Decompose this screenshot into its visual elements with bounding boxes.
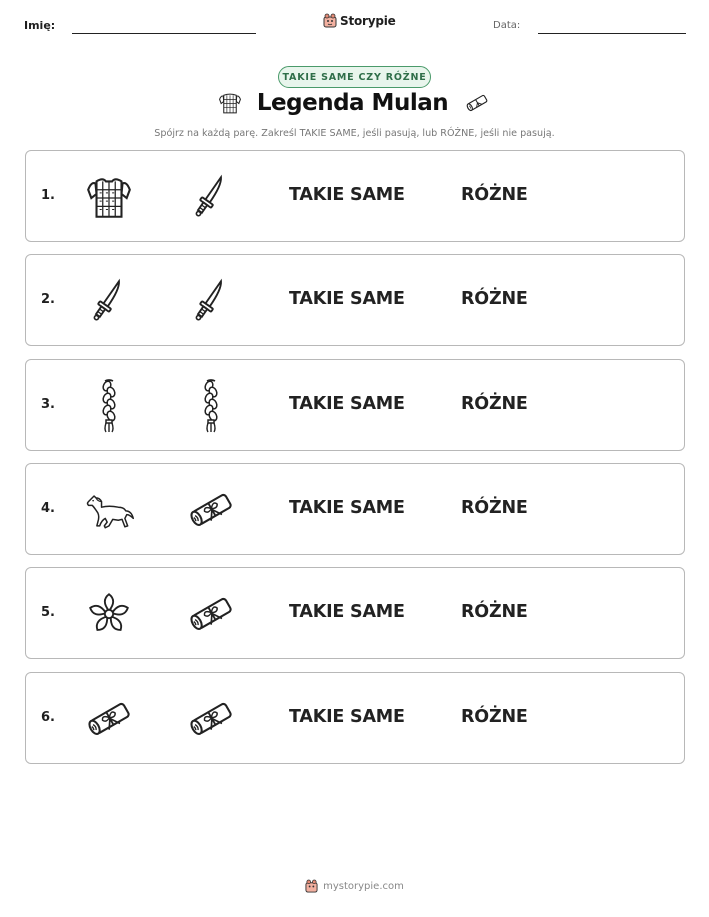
option-same[interactable]: TAKIE SAME xyxy=(289,498,405,518)
instructions: Spójrz na każdą parę. Zakreśl TAKIE SAME, jeśli pasują, lub RÓŻNE, jeśli nie pasują. xyxy=(154,128,555,139)
exercise-row xyxy=(25,567,685,659)
title-row xyxy=(0,90,709,116)
option-different[interactable]: RÓŻNE xyxy=(461,498,528,518)
exercise-row xyxy=(25,463,685,555)
sword-icon xyxy=(81,275,137,327)
page-title: Legenda Mulan xyxy=(256,90,449,116)
row-number: 3. xyxy=(41,397,55,412)
option-same[interactable]: TAKIE SAME xyxy=(289,289,405,309)
date-label: Data: xyxy=(493,20,521,31)
sword-icon xyxy=(183,275,239,327)
option-same[interactable]: TAKIE SAME xyxy=(289,707,405,727)
brand xyxy=(323,13,396,28)
option-same[interactable]: TAKIE SAME xyxy=(289,185,405,205)
row-number: 5. xyxy=(41,605,55,620)
flower-icon xyxy=(81,588,137,640)
armor-icon xyxy=(81,171,137,223)
horse-icon xyxy=(81,484,137,536)
option-different[interactable]: RÓŻNE xyxy=(461,289,528,309)
exercise-row xyxy=(25,254,685,346)
name-label: Imię: xyxy=(24,19,56,32)
braid-icon xyxy=(183,380,239,432)
scroll-icon xyxy=(183,588,239,640)
brand-name: Storypie xyxy=(340,13,396,28)
scroll-icon xyxy=(81,693,137,745)
option-different[interactable]: RÓŻNE xyxy=(461,707,528,727)
option-different[interactable]: RÓŻNE xyxy=(461,394,528,414)
exercise-row xyxy=(25,359,685,451)
row-number: 4. xyxy=(41,501,55,516)
option-different[interactable]: RÓŻNE xyxy=(461,185,528,205)
exercise-row xyxy=(25,672,685,764)
scroll-icon xyxy=(183,693,239,745)
option-same[interactable]: TAKIE SAME xyxy=(289,394,405,414)
name-field[interactable] xyxy=(72,33,256,34)
row-number: 6. xyxy=(41,710,55,725)
sword-icon xyxy=(183,171,239,223)
date-field[interactable] xyxy=(538,33,686,34)
option-same[interactable]: TAKIE SAME xyxy=(289,602,405,622)
footer xyxy=(0,879,709,893)
exercise-row xyxy=(25,150,685,242)
row-number: 2. xyxy=(41,292,55,307)
category-badge: TAKIE SAME CZY RÓŻNE xyxy=(278,66,431,88)
armor-icon xyxy=(217,90,243,116)
footer-url: mystorypie.com xyxy=(323,880,404,892)
storypie-logo-icon xyxy=(305,879,318,893)
row-number: 1. xyxy=(41,188,55,203)
braid-icon xyxy=(81,380,137,432)
option-different[interactable]: RÓŻNE xyxy=(461,602,528,622)
storypie-logo-icon xyxy=(323,13,337,28)
scroll-icon xyxy=(462,90,492,116)
scroll-icon xyxy=(183,484,239,536)
